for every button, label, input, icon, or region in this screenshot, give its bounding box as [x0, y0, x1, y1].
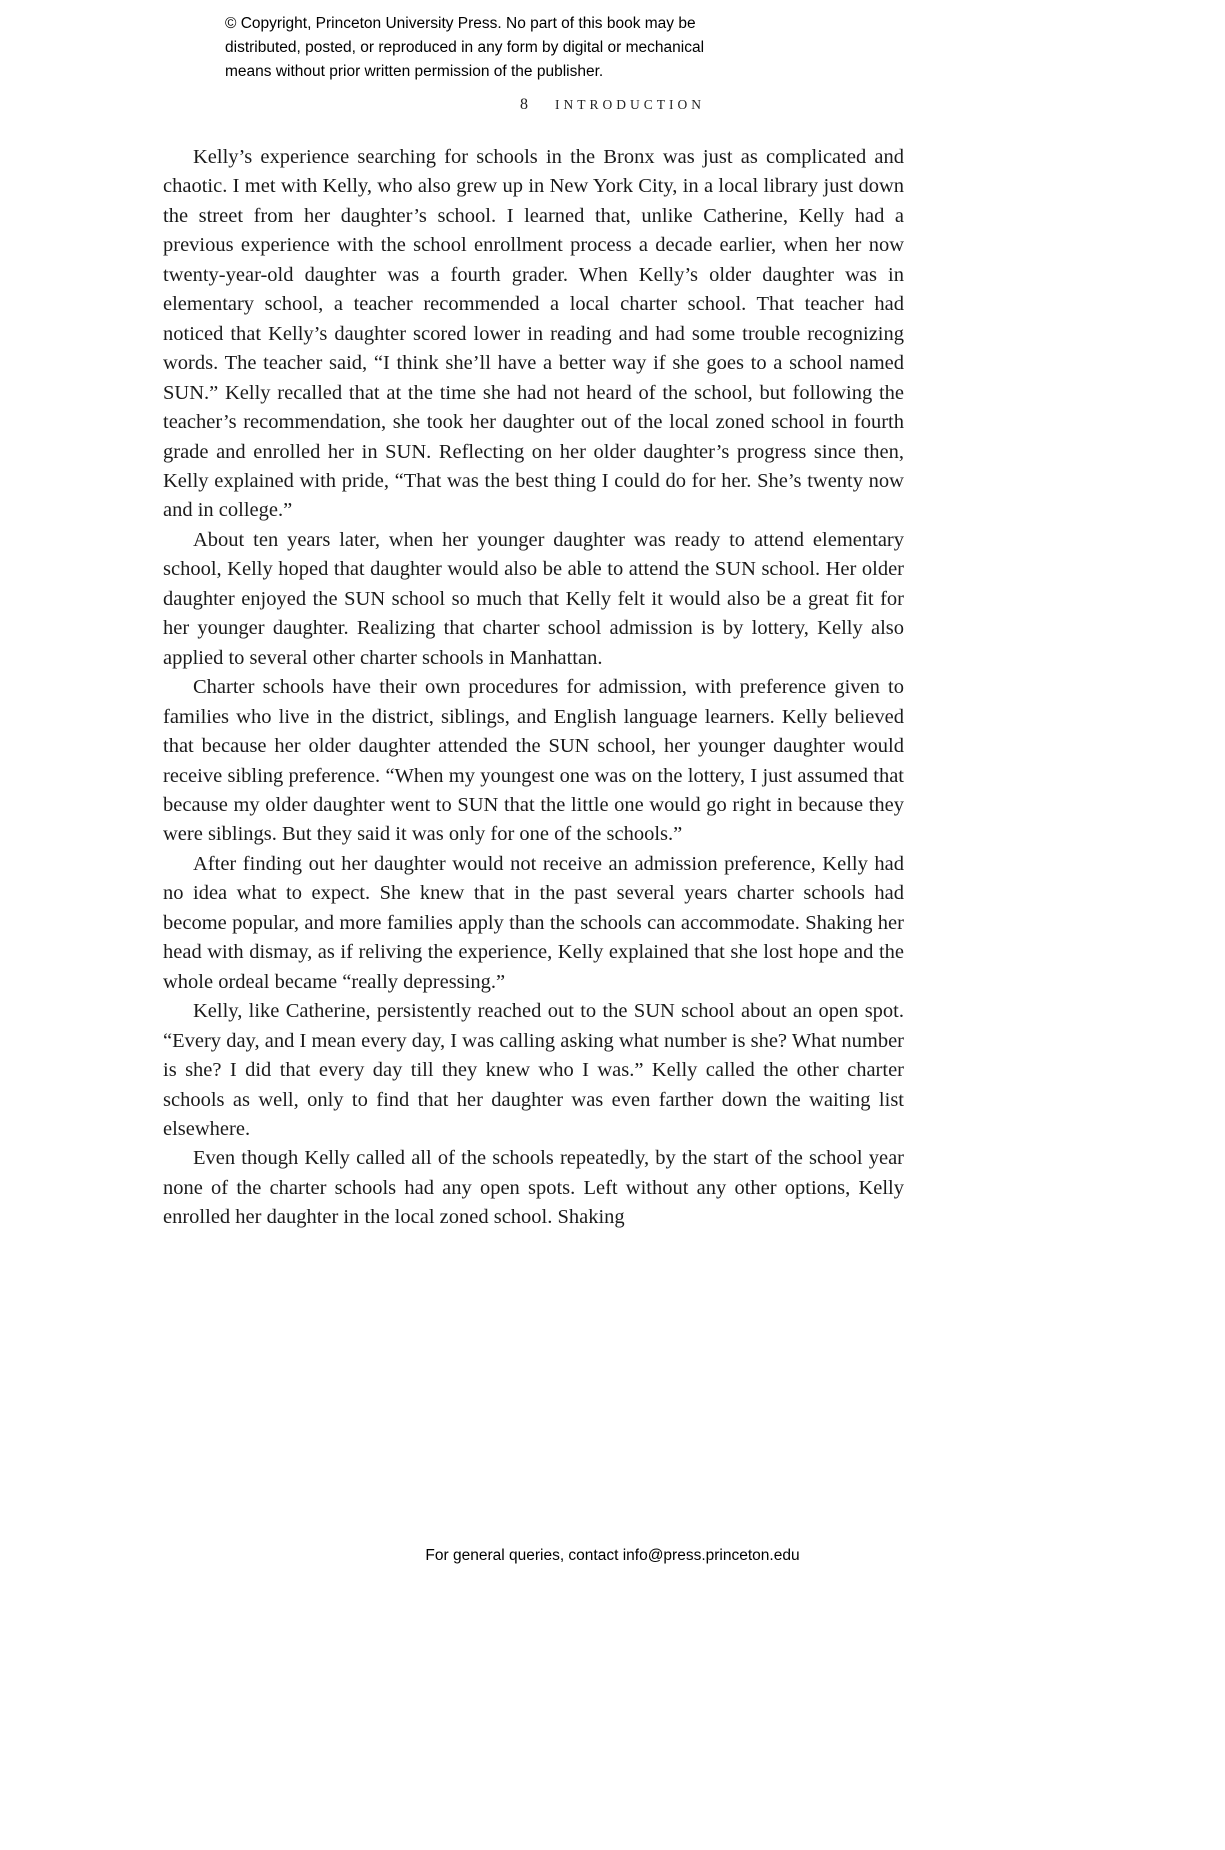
running-head — [0, 96, 1225, 114]
paragraph: Charter schools have their own procedures for admission, with preference given to families who live in the district, siblings, and English language learners. Kelly believed that because her older daughter attended the SUN school, her younger daughter would receive sibling preference. “When my youngest one was on the lottery, I just assumed that because my older daughter went to SUN that the little one would go right in because they were siblings. But they said it was only for one of the schools.” — [163, 676, 904, 846]
copyright-line: © Copyright, Princeton University Press. No part of this book may be — [225, 15, 696, 32]
chapter-title: INTRODUCTION — [555, 97, 705, 112]
paragraph: Kelly, like Catherine, persistently reached out to the SUN school about an open spot. “Every day, and I mean every day, I was calling asking what number is she? What number is she? I did that every day till they knew who I was.” Kelly called the other charter schools as well, only to find that her daughter was even farther down the waiting list elsewhere. — [163, 1000, 904, 1140]
paragraph: Kelly’s experience searching for schools in the Bronx was just as complicated and chaotic. I met with Kelly, who also grew up in New York City, in a local library just down the street from her daughter’s school. I learned that, unlike Catherine, Kelly had a previous experience with the school enrollment process a decade earlier, when her now twenty-year-old daughter was a fourth grader. When Kelly’s older daughter was in elementary school, a teacher recommended a local charter school. That teacher had noticed that Kelly’s daughter scored lower in reading and had some trouble recognizing words. The teacher said, “I think she’ll have a better way if she goes to a school named SUN.” Kelly recalled that at the time she had not heard of the school, but following the teacher’s recommendation, she took her daughter out of the local zoned school in fourth grade and enrolled her in SUN. Reflecting on her older daughter’s progress since then, Kelly explained with pride, “That was the best thing I could do for her. She’s twenty now and in college.” — [163, 146, 904, 522]
copyright-line: means without prior written permission of the publisher. — [225, 63, 604, 80]
copyright-line: distributed, posted, or reproduced in any form by digital or mechanical — [225, 39, 705, 56]
copyright-notice — [225, 12, 865, 84]
footer-contact: For general queries, contact info@press.princeton.edu — [425, 1547, 800, 1564]
page-number: 8 — [520, 96, 529, 113]
paragraph: Even though Kelly called all of the schools repeatedly, by the start of the school year none of the charter schools had any open spots. Left without any other options, Kelly enrolled her daughter in the local zoned school. Shaking — [163, 1147, 904, 1229]
paragraph: About ten years later, when her younger daughter was ready to attend elementary school, Kelly hoped that daughter would also be able to attend the SUN school. Her older daughter enjoyed the SUN school so much that Kelly felt it would also be a great fit for her younger daughter. Realizing that charter school admission is by lottery, Kelly also applied to several other charter schools in Manhattan. — [163, 528, 904, 669]
body-text — [163, 143, 904, 1233]
paragraph: After finding out her daughter would not receive an admission preference, Kelly had no idea what to expect. She knew that in the past several years charter schools had become popular, and more families apply than the schools can accommodate. Shaking her head with dismay, as if reliving the experience, Kelly explained that she lost hope and the whole ordeal became “really depressing.” — [163, 852, 904, 993]
